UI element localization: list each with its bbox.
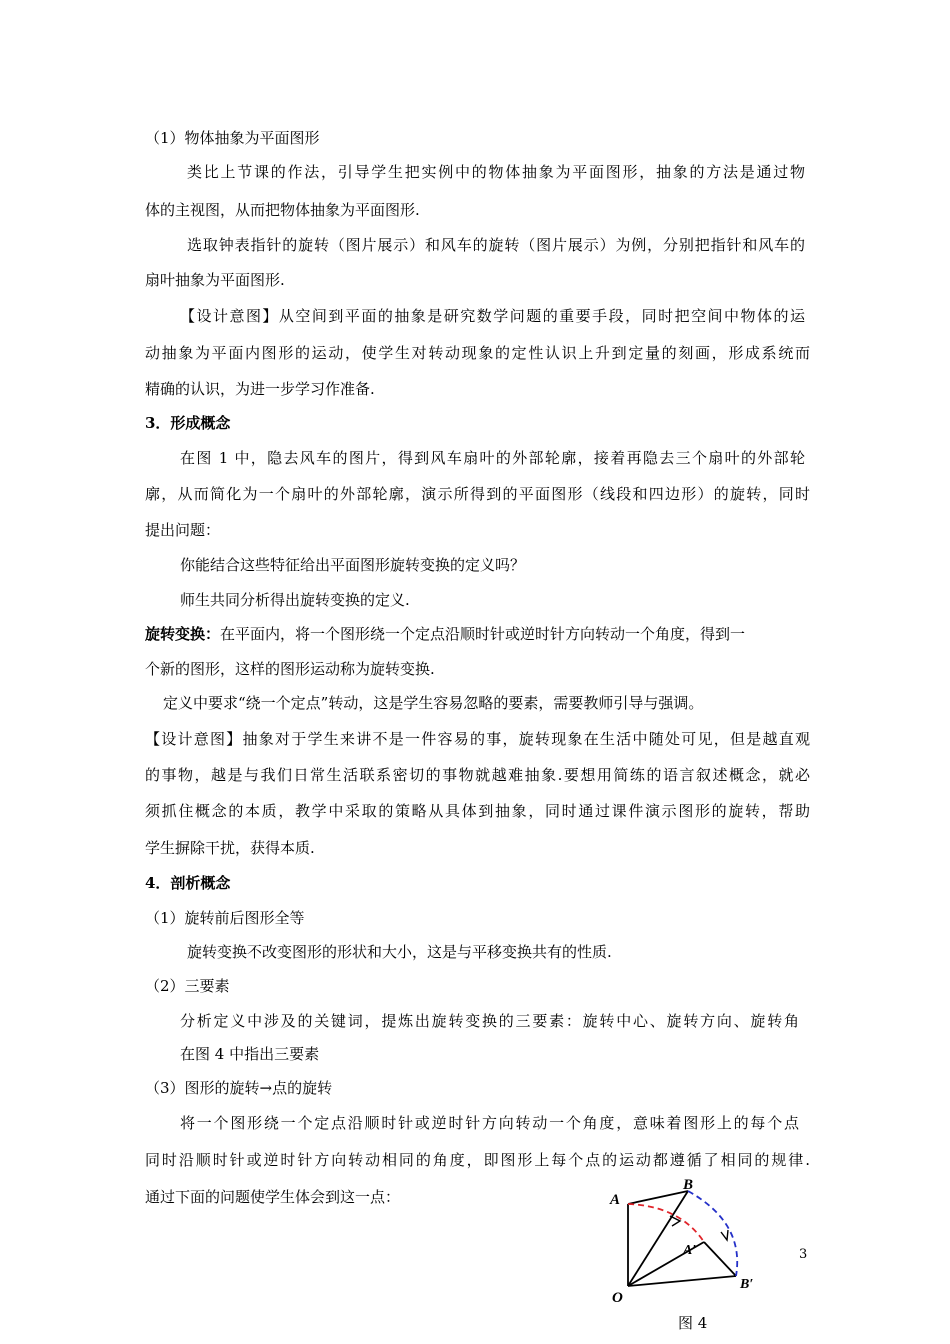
paragraph-line: 将一个图形绕一个定点沿顺时针或逆时针方向转动一个角度，意味着图形上的每个点: [180, 1114, 799, 1132]
paragraph-line: 在图 1 中，隐去风车的图片，得到风车扇叶的外部轮廓，接着再隐去三个扇叶的外部轮: [180, 449, 805, 467]
paragraph-line: 通过下面的问题使学生体会到这一点：: [145, 1188, 401, 1206]
inner-rotation-arc: [628, 1204, 704, 1242]
paragraph-line: 精确的认识，为进一步学习作准备.: [145, 380, 375, 398]
design-intent-line: 【设计意图】从空间到平面的抽象是研究数学问题的重要手段，同时把空间中物体的运: [180, 307, 805, 325]
label-a-prime: A′: [683, 1243, 697, 1258]
label-o: O: [612, 1290, 623, 1306]
paragraph-line: 定义中要求“绕一个定点”转动，这是学生容易忽略的要素，需要教师引导与强调。: [163, 694, 704, 712]
section-heading-analyze-concept: 4．剖析概念: [145, 874, 231, 892]
outer-rotation-arc: [688, 1191, 737, 1276]
paragraph-line: 同时沿顺时针或逆时针方向转动相同的角度，即图形上每个点的运动都遵循了相同的规律.: [145, 1151, 810, 1169]
paragraph-line: 旋转变换不改变图形的形状和大小，这是与平移变换共有的性质.: [187, 943, 612, 961]
label-b-prime: B′: [740, 1277, 754, 1292]
question-line: 你能结合这些特征给出平面图形旋转变换的定义吗？: [180, 556, 526, 574]
paragraph-line: 提出问题：: [145, 521, 221, 539]
paragraph-line: 个新的图形，这样的图形运动称为旋转变换.: [145, 660, 435, 678]
definition-text: 在平面内，将一个图形绕一个定点沿顺时针或逆时针方向转动一个角度，得到一: [220, 625, 746, 643]
figure-caption: 图 4: [678, 1314, 708, 1332]
label-b: B: [683, 1178, 694, 1193]
paragraph-line: 廓，从而简化为一个扇叶的外部轮廓，演示所得到的平面图形（线段和四边形）的旋转，同时: [145, 485, 810, 503]
subheading-congruence: （1）旋转前后图形全等: [145, 909, 305, 927]
segment-ab: [628, 1191, 688, 1204]
paragraph-line: 扇叶抽象为平面图形.: [145, 271, 285, 289]
paragraph-line: 的事物，越是与我们日常生活联系密切的事物就越难抽象.要想用简练的语言叙述概念，就必: [145, 766, 810, 784]
paragraph-line: 体的主视图，从而把物体抽象为平面图形.: [145, 201, 420, 219]
definition-line: [145, 624, 810, 644]
segment-ob: [628, 1191, 688, 1286]
paragraph-line: 分析定义中涉及的关键词，提炼出旋转变换的三要素：旋转中心、旋转方向、旋转角: [180, 1012, 799, 1030]
paragraph-line: 在图 4 中指出三要素: [180, 1045, 320, 1063]
paragraph-line: 师生共同分析得出旋转变换的定义.: [180, 591, 410, 609]
section-heading-form-concept: 3．形成概念: [145, 414, 231, 432]
paragraph-line: 须抓住概念的本质，教学中采取的策略从具体到抽象，同时通过课件演示图形的旋转，帮助: [145, 802, 810, 820]
paragraph-line: 动抽象为平面内图形的运动，使学生对转动现象的定性认识上升到定量的刻画，形成系统而: [145, 344, 810, 362]
subheading-object-abstraction: （1）物体抽象为平面图形: [145, 129, 320, 147]
subheading-three-elements: （2）三要素: [145, 977, 230, 995]
paragraph-line: 类比上节课的作法，引导学生把实例中的物体抽象为平面图形，抽象的方法是通过物: [187, 163, 805, 181]
arrow-head-icon: [721, 1230, 728, 1240]
design-intent-line: 【设计意图】抽象对于学生来讲不是一件容易的事，旋转现象在生活中随处可见，但是越直观: [145, 730, 810, 748]
figure-4-rotation-diagram: [600, 1178, 780, 1308]
paragraph-line: 学生摒除干扰，获得本质.: [145, 839, 315, 857]
definition-term: 旋转变换：: [145, 625, 221, 643]
label-a: A: [610, 1192, 621, 1208]
segment-a-prime-b-prime: [704, 1242, 736, 1276]
subheading-shape-to-point: （3）图形的旋转→点的旋转: [145, 1079, 333, 1097]
paragraph-line: 选取钟表指针的旋转（图片展示）和风车的旋转（图片展示）为例，分别把指针和风车的: [187, 236, 805, 254]
page-number: 3: [799, 1247, 808, 1262]
